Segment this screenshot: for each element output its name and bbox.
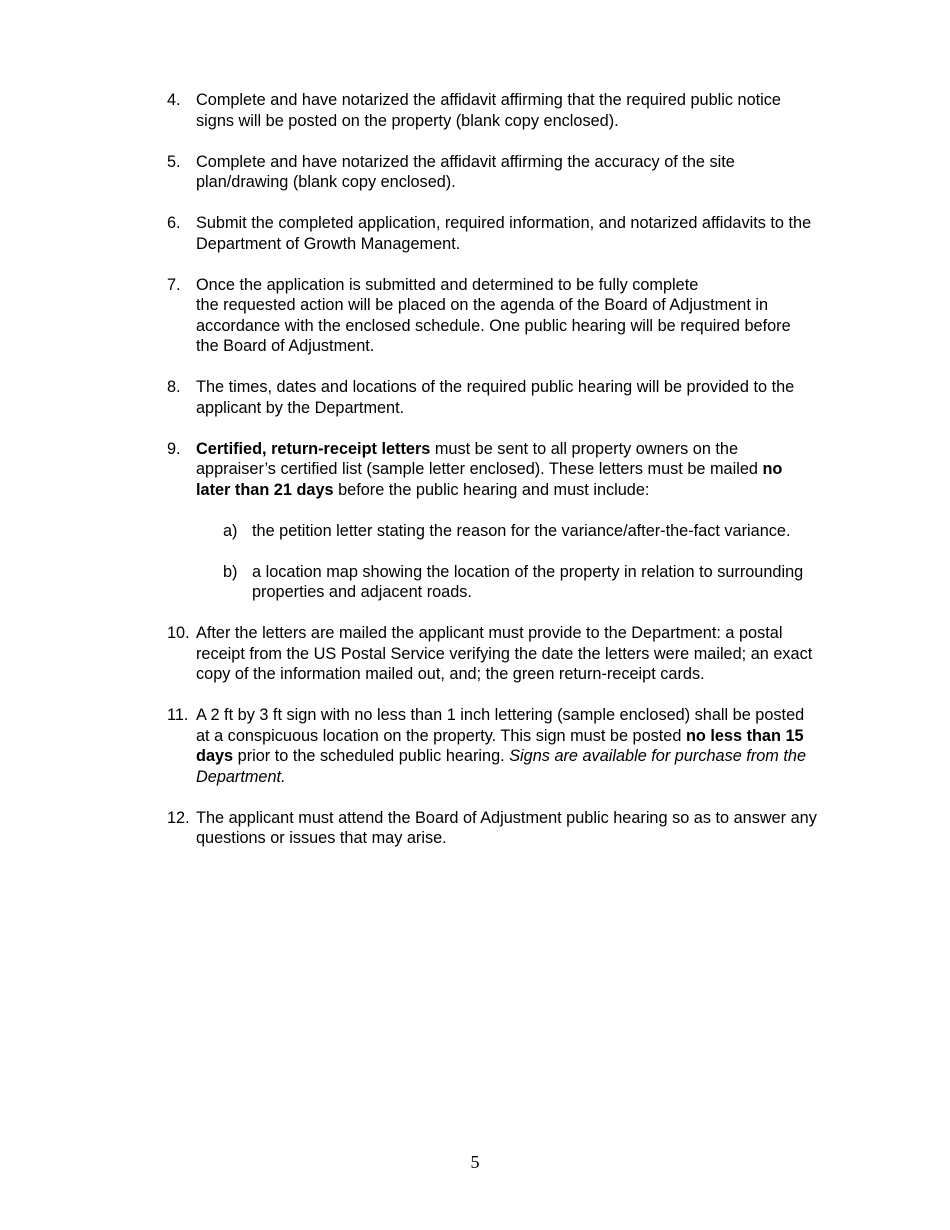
sub-item-letter: b) <box>223 562 238 581</box>
item-number: 10. <box>167 624 190 642</box>
item-text-part: before the public hearing and must include: <box>333 480 650 499</box>
list-item-10 <box>167 623 817 685</box>
item-number: 11. <box>167 706 189 724</box>
item-text: The times, dates and locations of the required public hearing will be provided to the applicant by the Department. <box>196 378 795 417</box>
item-text-part: must be sent to all property owners on the appraiser’s certified list (sample letter enclosed). These letters must be mailed <box>196 439 763 478</box>
bold-emphasis: no less than 15 days <box>196 726 804 765</box>
sub-item-b <box>223 562 817 603</box>
item-text <box>196 705 817 787</box>
item-text: Complete and have notarized the affidavit affirming the accuracy of the site plan/drawing (blank copy enclosed). <box>196 152 735 191</box>
item-text <box>196 439 817 501</box>
list-item-9 <box>167 439 817 603</box>
sub-item-letter: a) <box>223 521 238 540</box>
item-text: Complete and have notarized the affidavit affirming that the required public notice signs will be posted on the property (blank copy enclosed). <box>196 91 781 130</box>
item-number: 8. <box>167 378 181 396</box>
bold-emphasis: no later than 21 days <box>196 460 783 499</box>
instruction-list <box>167 90 817 869</box>
list-item-7 <box>167 275 817 357</box>
list-item-11 <box>167 705 817 787</box>
sub-item-text: a location map showing the location of the property in relation to surrounding properties and adjacent roads. <box>252 562 804 601</box>
list-item-12 <box>167 808 817 849</box>
item-number: 6. <box>167 214 181 232</box>
item-text-part: prior to the scheduled public hearing. <box>233 747 510 765</box>
sub-list <box>223 521 817 603</box>
item-number: 5. <box>167 152 181 171</box>
list-item-5 <box>167 152 817 193</box>
item-number: 9. <box>167 439 181 458</box>
item-text-line1: Once the application is submitted and determined to be fully complete <box>196 275 699 294</box>
item-text: The applicant must attend the Board of Adjustment public hearing so as to answer any questions or issues that may arise. <box>196 808 817 847</box>
item-text: Submit the completed application, required information, and notarized affidavits to the Department of Growth Management. <box>196 214 812 253</box>
item-number: 12. <box>167 808 190 827</box>
item-number: 4. <box>167 91 181 109</box>
list-item-4 <box>167 90 817 131</box>
italic-note: Signs are available for purchase from the Department. <box>196 747 807 786</box>
item-text: After the letters are mailed the applicant must provide to the Department: a postal receipt from the US Postal Service verifying the date the letters were mailed; an exact copy of the information mailed out, and; the green return-receipt cards. <box>196 624 813 683</box>
sub-item-text: the petition letter stating the reason for the variance/after-the-fact variance. <box>252 521 791 540</box>
item-text <box>196 275 817 357</box>
bold-emphasis: Certified, return-receipt letters <box>196 439 431 458</box>
list-item-6 <box>167 213 817 254</box>
sub-item-a <box>223 521 817 542</box>
list-item-8 <box>167 377 817 418</box>
page-number: 5 <box>470 1152 480 1172</box>
item-number: 7. <box>167 275 181 294</box>
item-text-rest: the requested action will be placed on the agenda of the Board of Adjustment in accordance with the enclosed schedule. One public hearing will be required before the Board of Adjustment. <box>196 296 791 355</box>
item-text-part: A 2 ft by 3 ft sign with no less than 1 inch lettering (sample enclosed) shall be posted at a conspicuous location on the property. This sign must be posted <box>196 706 805 745</box>
